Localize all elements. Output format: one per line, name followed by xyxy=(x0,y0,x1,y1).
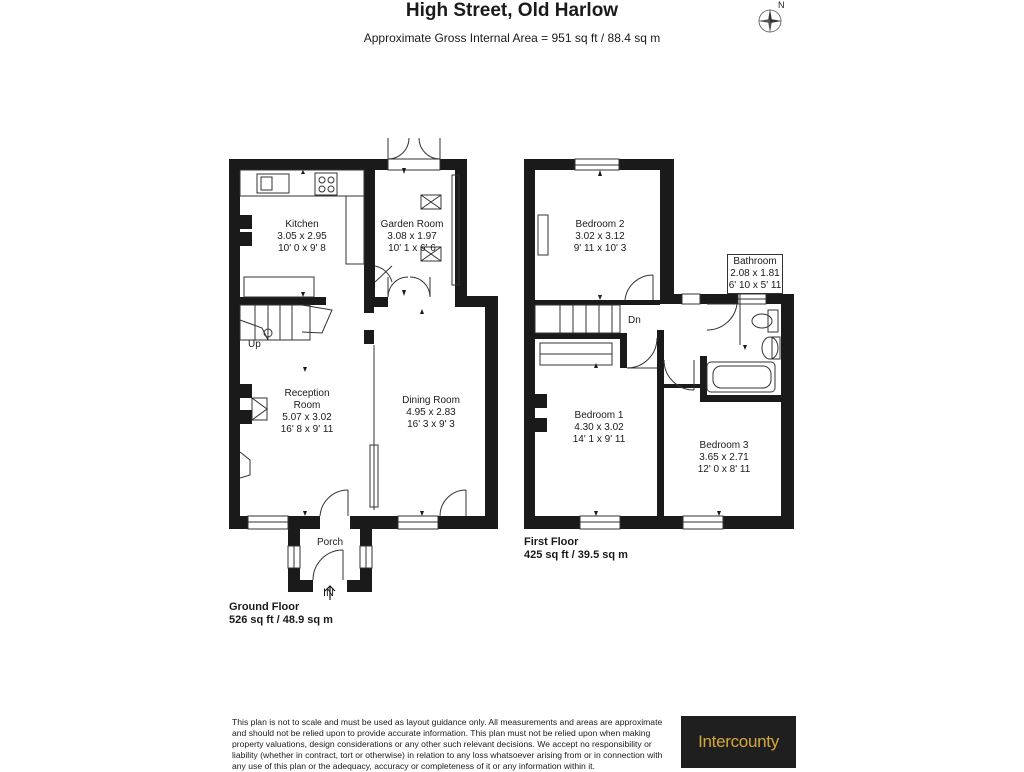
room-name-line2: Room xyxy=(293,400,321,411)
room-metric: 3.02 x 3.12 xyxy=(575,231,625,242)
room-imperial: 6' 10 x 5' 11 xyxy=(728,280,782,291)
garden-room-north-left xyxy=(364,159,388,170)
bed1-east-partition xyxy=(657,330,664,520)
room-imperial: 16' 3 x 9' 3 xyxy=(407,419,455,430)
room-name-line1: Reception xyxy=(284,388,330,399)
bed2-east-wall xyxy=(660,159,674,304)
bathroom-south-partition xyxy=(700,395,784,402)
room-name: Bathroom xyxy=(733,256,777,267)
room-imperial: 10' 1 x 6' 6 xyxy=(388,243,436,254)
room-dining xyxy=(390,395,472,431)
entrance-label: IN xyxy=(323,587,334,599)
room-metric: 2.08 x 1.81 xyxy=(730,268,780,279)
stairs-up-label: Up xyxy=(248,339,261,350)
room-name: Bedroom 2 xyxy=(575,219,625,230)
room-reception xyxy=(266,388,348,436)
bed2-south-partition xyxy=(535,300,660,305)
room-metric: 4.30 x 3.02 xyxy=(574,422,624,433)
room-metric: 3.05 x 2.95 xyxy=(277,231,327,242)
stair-partition xyxy=(364,330,374,344)
room-name: Garden Room xyxy=(380,219,444,230)
room-imperial: 16' 8 x 9' 11 xyxy=(280,424,334,435)
room-garden-room xyxy=(371,219,453,255)
garden-room-east-wall xyxy=(455,159,467,297)
room-imperial: 10' 0 x 9' 8 xyxy=(278,243,326,254)
brand-name: Intercounty xyxy=(698,732,779,751)
area-summary: Approximate Gross Internal Area = 951 sq ft / 88.4 sq m xyxy=(363,31,661,45)
room-name: Kitchen xyxy=(285,219,319,230)
first-east-wall xyxy=(781,294,794,529)
room-metric: 3.08 x 1.97 xyxy=(387,231,437,242)
brand-logo xyxy=(681,716,796,768)
ground-floor-area: 526 sq ft / 48.9 sq m xyxy=(229,614,333,626)
room-bathroom xyxy=(727,254,783,294)
room-bedroom-1 xyxy=(559,410,639,446)
room-imperial: 9' 11 x 10' 3 xyxy=(573,243,627,254)
dining-east-wall xyxy=(485,296,498,529)
page-title: High Street, Old Harlow xyxy=(405,0,619,21)
room-bedroom-3 xyxy=(684,440,764,476)
ground-west-wall xyxy=(229,159,240,529)
bed1-north-partition xyxy=(535,333,627,339)
first-floor-area: 425 sq ft / 39.5 sq m xyxy=(524,549,628,561)
disclaimer-text: This plan is not to scale and must be used as layout guidance only. All measurements and areas are approximate and should not be relied upon to provide accurate information. This plan must not be relied upon when making property valuations, design considerations or any other such relevant decisions. We accept no responsibility or liability (whether in contract, tort or otherwise) in relation to any loss whatsoever arising from or in connection with any use of this plan or the adequacy, accuracy or completeness of it or any information within it. xyxy=(232,717,663,771)
kitchen-north-wall xyxy=(229,159,374,170)
room-metric: 5.07 x 3.02 xyxy=(282,412,332,423)
room-metric: 3.65 x 2.71 xyxy=(699,452,749,463)
room-porch xyxy=(305,537,355,549)
room-imperial: 12' 0 x 8' 11 xyxy=(697,464,751,475)
room-metric: 4.95 x 2.83 xyxy=(406,407,456,418)
room-kitchen xyxy=(262,219,342,255)
room-name: Dining Room xyxy=(402,395,460,406)
north-label: N xyxy=(778,0,785,10)
dining-north-wall-right xyxy=(455,296,498,307)
ground-floor-name: Ground Floor xyxy=(229,601,300,613)
first-west-wall xyxy=(524,159,535,529)
room-name: Porch xyxy=(316,537,344,548)
room-imperial: 14' 1 x 9' 11 xyxy=(572,434,626,445)
kitchen-south-partition xyxy=(240,297,326,305)
first-floor-name: First Floor xyxy=(524,536,579,548)
room-name: Bedroom 1 xyxy=(574,410,624,421)
stairs-down-label: Dn xyxy=(628,315,641,326)
room-name: Bedroom 3 xyxy=(699,440,749,451)
room-bedroom-2 xyxy=(560,219,640,255)
